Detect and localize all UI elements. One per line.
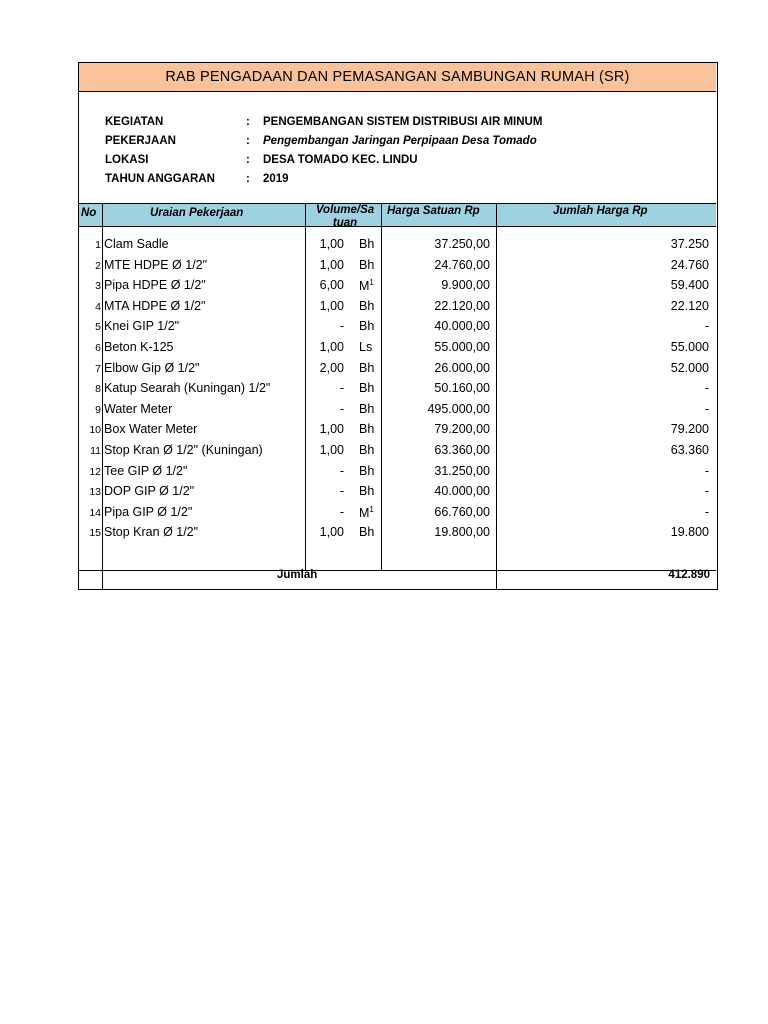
- row-number: 14: [89, 506, 101, 519]
- item-total: -: [704, 381, 709, 396]
- table-row: [79, 523, 716, 544]
- item-unit: Bh: [359, 463, 375, 478]
- item-volume: -: [339, 319, 344, 334]
- item-unit: [359, 505, 374, 520]
- row-number: 8: [95, 383, 101, 396]
- item-name: Stop Kran Ø 1/2": [104, 525, 199, 540]
- header-uraian: [102, 203, 305, 227]
- info-colon: :: [246, 154, 250, 166]
- item-unit-price: 19.800,00: [434, 525, 490, 540]
- info-row-lokasi: [105, 154, 695, 173]
- info-block: [105, 116, 695, 192]
- item-name: MTE HDPE Ø 1/2": [104, 257, 208, 272]
- table-row: [79, 503, 716, 524]
- table-row: [79, 235, 716, 256]
- row-number: 12: [89, 465, 101, 478]
- header-jumlah: [496, 203, 716, 227]
- table-row: [79, 400, 716, 421]
- footer-row: [79, 569, 716, 587]
- item-name: DOP GIP Ø 1/2": [104, 484, 195, 499]
- header-no-label: No: [81, 207, 97, 219]
- header-uraian-label: Uraian Pekerjaan: [150, 207, 244, 219]
- item-total: -: [704, 504, 709, 519]
- table-row: [79, 276, 716, 297]
- table-row: [79, 441, 716, 462]
- row-number: 4: [95, 300, 101, 313]
- item-unit: Bh: [359, 298, 375, 313]
- item-unit: Bh: [359, 257, 375, 272]
- table-row: [79, 317, 716, 338]
- item-volume: -: [339, 381, 344, 396]
- info-value: PENGEMBANGAN SISTEM DISTRIBUSI AIR MINUM: [263, 116, 543, 128]
- info-label: KEGIATAN: [105, 116, 164, 128]
- table-row: [79, 462, 716, 483]
- table-row: [79, 420, 716, 441]
- item-name: Pipa GIP Ø 1/2": [104, 504, 193, 519]
- unit-text: M: [359, 505, 370, 520]
- info-colon: :: [246, 135, 250, 147]
- info-label: LOKASI: [105, 154, 149, 166]
- row-number: 2: [95, 259, 101, 272]
- header-harga-label: Harga Satuan Rp: [387, 205, 480, 217]
- info-value: 2019: [263, 173, 289, 185]
- row-number: 6: [95, 342, 101, 354]
- info-label: PEKERJAAN: [105, 135, 176, 147]
- row-number: 13: [89, 486, 101, 499]
- item-unit-price: 66.760,00: [434, 504, 490, 519]
- item-unit-price: 26.000,00: [434, 360, 490, 375]
- info-value: DESA TOMADO KEC. LINDU: [263, 154, 418, 166]
- item-unit-price: 40.000,00: [434, 484, 490, 499]
- item-volume: -: [339, 463, 344, 478]
- row-number: 11: [90, 445, 101, 457]
- item-name: Elbow Gip Ø 1/2": [104, 360, 200, 375]
- row-number: 1: [95, 239, 101, 251]
- item-unit-price: 495.000,00: [427, 401, 490, 416]
- item-total: 55.000: [670, 340, 709, 354]
- unit-superscript: 1: [369, 278, 374, 288]
- item-unit-price: 37.250,00: [434, 237, 490, 251]
- item-volume: 2,00: [319, 360, 344, 375]
- row-number: 5: [95, 321, 101, 334]
- item-name: Water Meter: [104, 401, 173, 416]
- item-unit: Bh: [359, 484, 375, 499]
- item-unit-price: 40.000,00: [434, 319, 490, 334]
- item-unit: Bh: [359, 360, 375, 375]
- item-volume: 1,00: [319, 340, 344, 354]
- table-row: [79, 359, 716, 380]
- item-volume: 1,00: [319, 422, 344, 437]
- info-label: TAHUN ANGGARAN: [105, 173, 215, 185]
- item-unit-price: 63.360,00: [434, 443, 490, 457]
- item-volume: -: [339, 401, 344, 416]
- unit-text: M: [359, 279, 370, 294]
- table-row: [79, 482, 716, 503]
- item-volume: 1,00: [319, 237, 344, 251]
- item-volume: 1,00: [319, 443, 344, 457]
- item-unit: Bh: [359, 401, 375, 416]
- item-name: Pipa HDPE Ø 1/2": [104, 278, 206, 293]
- row-number: 7: [95, 362, 101, 375]
- item-unit-price: 24.760,00: [434, 257, 490, 272]
- item-total: 63.360: [670, 443, 709, 457]
- item-name: Tee GIP Ø 1/2": [104, 463, 188, 478]
- item-name: Beton K-125: [104, 340, 174, 354]
- item-unit: Ls: [359, 340, 373, 354]
- item-unit: Bh: [359, 422, 375, 437]
- row-number: 15: [89, 527, 101, 540]
- item-total: -: [704, 401, 709, 416]
- item-total: 59.400: [670, 278, 709, 293]
- info-value: Pengembangan Jaringan Perpipaan Desa Tomado: [263, 135, 537, 147]
- item-unit: Bh: [359, 237, 375, 251]
- header-volume-label: Volume/Sa tuan: [315, 204, 375, 227]
- item-total: 37.250: [670, 237, 709, 251]
- item-total: 19.800: [670, 525, 709, 540]
- item-total: 52.000: [670, 360, 709, 375]
- item-unit-price: 79.200,00: [434, 422, 490, 437]
- header-no: [79, 203, 102, 227]
- info-row-tahun: [105, 173, 695, 192]
- item-unit: [359, 278, 374, 293]
- item-volume: -: [339, 484, 344, 499]
- info-row-kegiatan: [105, 116, 695, 135]
- item-unit-price: 22.120,00: [434, 298, 490, 313]
- item-name: Clam Sadle: [104, 237, 169, 251]
- header-volume: [305, 203, 381, 227]
- item-unit-price: 31.250,00: [434, 463, 490, 478]
- item-unit: Bh: [359, 319, 375, 334]
- item-unit: Bh: [359, 443, 375, 457]
- item-volume: 1,00: [319, 525, 344, 540]
- footer-label: Jumlah: [277, 569, 318, 581]
- item-name: Katup Searah (Kuningan) 1/2": [104, 381, 271, 396]
- item-volume: 1,00: [319, 298, 344, 313]
- item-total: -: [704, 319, 709, 334]
- rab-sheet: [78, 62, 718, 590]
- item-total: 24.760: [670, 257, 709, 272]
- table-row: [79, 379, 716, 400]
- unit-superscript: 1: [369, 504, 374, 514]
- item-total: 79.200: [670, 422, 709, 437]
- info-colon: :: [246, 173, 250, 185]
- header-harga: [381, 203, 496, 227]
- header-jumlah-label: Jumlah Harga Rp: [553, 205, 648, 217]
- item-total: -: [704, 484, 709, 499]
- item-name: Knei GIP 1/2": [104, 319, 180, 334]
- item-name: MTA HDPE Ø 1/2": [104, 298, 206, 313]
- table-row: [79, 297, 716, 318]
- item-total: 22.120: [670, 298, 709, 313]
- item-name: Stop Kran Ø 1/2" (Kuningan): [104, 443, 263, 457]
- table-row: [79, 256, 716, 277]
- item-volume: 1,00: [319, 257, 344, 272]
- item-unit: Bh: [359, 525, 375, 540]
- document-title: RAB PENGADAAN DAN PEMASANGAN SAMBUNGAN RUMAH (SR): [79, 63, 716, 92]
- row-number: 9: [95, 403, 101, 416]
- item-unit-price: 9.900,00: [441, 278, 490, 293]
- item-total: -: [704, 463, 709, 478]
- info-row-pekerjaan: [105, 135, 695, 154]
- item-unit: Bh: [359, 381, 375, 396]
- table-row: [79, 338, 716, 359]
- footer-total: 412.890: [668, 569, 710, 581]
- row-number: 3: [95, 280, 101, 293]
- item-unit-price: 50.160,00: [434, 381, 490, 396]
- row-number: 10: [89, 424, 101, 437]
- item-volume: 6,00: [319, 278, 344, 293]
- info-colon: :: [246, 116, 250, 128]
- item-unit-price: 55.000,00: [434, 340, 490, 354]
- item-volume: -: [339, 504, 344, 519]
- item-name: Box Water Meter: [104, 422, 198, 437]
